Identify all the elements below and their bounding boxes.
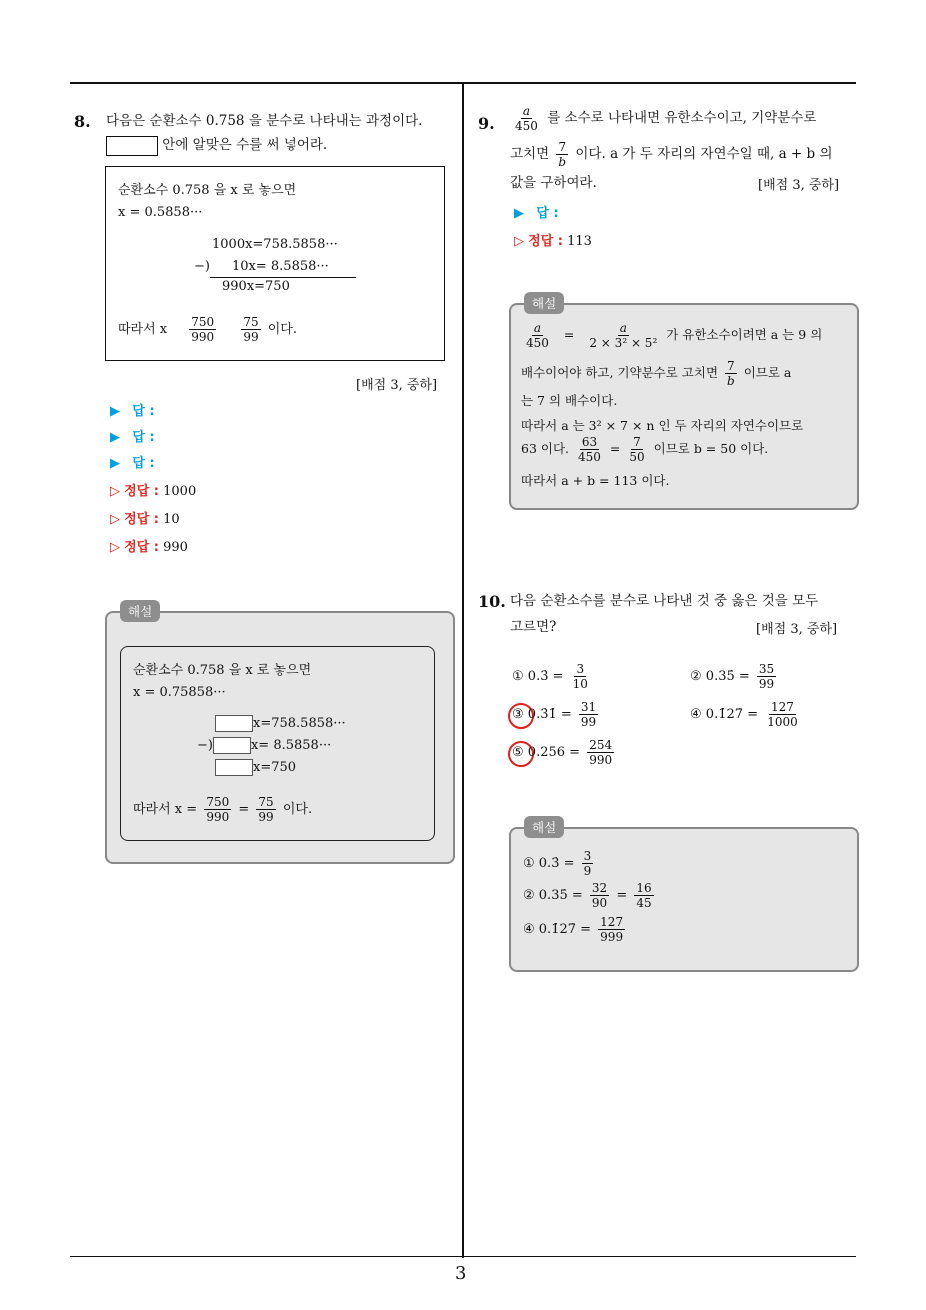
- q9-answer-row: [514, 202, 592, 230]
- q10-opt2-frac: $\frac{35}{99}$: [758, 662, 775, 691]
- answer-label: 답 :: [536, 206, 559, 221]
- q10-sol-frac4: $\frac{127}{999}$: [600, 915, 624, 944]
- q8-correct-row-3: [110, 536, 196, 564]
- q8-box-subtract-rule: [210, 277, 356, 278]
- outline-triangle-icon: ▷: [110, 540, 120, 555]
- q8-line2: [106, 132, 327, 158]
- q8-solution-tab: 해설: [120, 600, 160, 622]
- q9-meta: [배점 3, 중하]: [758, 178, 840, 193]
- q8-box-l4a: −): [194, 259, 210, 274]
- q9-line1: $\frac{a}{450}$ 를 소수로 나타내면 유한소수이고, 기약분수로: [515, 104, 817, 133]
- q8-sol-frac2: $\frac{75}{99}$: [258, 795, 274, 824]
- q10-line1: 다음 순환소수를 분수로 나타낸 것 중 옳은 것을 모두: [510, 593, 819, 609]
- q8-meta: [배점 3, 중하]: [356, 378, 438, 393]
- q10-line2: 고르면?: [510, 619, 557, 635]
- q8-number: 8.: [74, 112, 91, 131]
- correct-label: 정답 :: [124, 484, 159, 499]
- q9-correct-row: [514, 230, 592, 258]
- outline-triangle-icon: ▷: [514, 234, 524, 249]
- q9-correct: 113: [567, 234, 592, 249]
- q9-sol-l1: $\frac{a}{450}$ = $\frac{a}{\text{2 × 3² × 5²}}$ 가 유한소수이려면 a 는 9 의: [526, 321, 823, 350]
- q8-solution-panel: [105, 611, 455, 864]
- q8-sol-l1: 순환소수 0.758 을 x 로 놓으면: [133, 663, 312, 678]
- outline-triangle-icon: ▷: [110, 512, 120, 527]
- q8-sol-l2: x = 0.75858···: [133, 685, 226, 700]
- q8-box-frac1: $\frac{750}{990}$: [191, 315, 215, 344]
- q8-box-l6a: 따라서 x: [118, 322, 168, 337]
- q8-answer-row-1: [110, 400, 196, 426]
- q8-correct-3: 990: [163, 540, 188, 555]
- page-number: 3: [455, 1263, 467, 1284]
- q8-line1: 다음은 순환소수 0.758 을 분수로 나타내는 과정이다.: [106, 113, 423, 129]
- q10-option-1: ① 0.3̇ = $\frac{3}{10}$: [512, 662, 588, 691]
- q8-blank: [106, 136, 158, 156]
- q10-meta: [배점 3, 중하]: [756, 622, 838, 637]
- correct-label: 정답 :: [124, 540, 159, 555]
- q8-answer-row-2: [110, 426, 196, 452]
- outline-triangle-icon: ▷: [110, 484, 120, 499]
- q8-box-l2: x = 0.5858···: [118, 205, 203, 220]
- q10-sol-l2: ② 0.35̇ = $\frac{32}{90}$ = $\frac{16}{45}$: [523, 881, 652, 910]
- triangle-icon: ▶: [110, 404, 120, 419]
- q8-correct-row-2: [110, 508, 196, 536]
- q8-box-l5: 990x=750: [222, 279, 290, 294]
- q10-option-5: ⑤ 0.256 = $\frac{254}{990}$: [512, 738, 613, 767]
- q8-sol-blank-2: [213, 737, 251, 754]
- q9-line3: 값을 구하여라.: [510, 175, 597, 191]
- q10-sol-frac2: $\frac{32}{90}$: [591, 881, 608, 910]
- q10-opt4-frac: $\frac{127}{1000}$: [767, 700, 798, 729]
- q10-number: 10.: [478, 592, 506, 611]
- q9-sol-l3: 는 7 의 배수이다.: [521, 393, 618, 408]
- q8-sol-blank-3: [215, 759, 253, 776]
- q9-sol-frac3: $\frac{7}{b}$: [727, 359, 735, 388]
- q10-option-4: ④ 0.1̇27̇ = $\frac{127}{1000}$: [690, 700, 798, 729]
- triangle-icon: ▶: [514, 206, 524, 221]
- q8-sol-l6: 따라서 x = $\frac{750}{990}$ = $\frac{75}{99}$ 이다.: [133, 795, 313, 824]
- q8-sol-frac1: $\frac{750}{990}$: [206, 795, 230, 824]
- q9-sol-l5: 63 이다. $\frac{63}{450}$ = $\frac{7}{50}$ 이므로 b = 50 이다.: [521, 435, 769, 464]
- q10-solution-tab: 해설: [524, 816, 564, 838]
- q8-box-l6: [118, 315, 297, 344]
- q9-sol-frac2: $\frac{a}{\text{2 × 3² × 5²}}$: [589, 321, 658, 350]
- q9-sol-frac5: $\frac{7}{50}$: [629, 435, 645, 464]
- q10-opt1-frac: $\frac{3}{10}$: [572, 662, 588, 691]
- q10-opt3-frac: $\frac{31}{99}$: [580, 700, 597, 729]
- bottom-rule: [70, 1256, 856, 1257]
- correct-label: 정답 :: [124, 512, 159, 527]
- q8-box-l1: 순환소수 0.758 을 x 로 놓으면: [118, 183, 297, 198]
- correct-label: 정답 :: [528, 234, 563, 249]
- q9-line2: 고치면 $\frac{7}{b}$ 이다. a 가 두 자리의 자연수일 때, a + b 의: [510, 140, 833, 169]
- q10-sol-l3: ④ 0.1̇27̇ = $\frac{127}{999}$: [523, 915, 624, 944]
- q9-sol-l6: 따라서 a + b = 113 이다.: [521, 473, 670, 488]
- q8-answer-row-3: [110, 452, 196, 480]
- q9-frac-7b: $\frac{7}{b}$: [558, 140, 567, 169]
- triangle-icon: ▶: [110, 430, 120, 445]
- answer-label: 답 :: [132, 430, 155, 445]
- q9-frac-a450: $\frac{a}{450}$: [515, 104, 538, 133]
- q9-sol-frac4: $\frac{63}{450}$: [578, 435, 601, 464]
- q8-answers: [110, 400, 196, 564]
- q8-box-l3: 1000x=758.5858···: [212, 237, 338, 252]
- q8-box-frac2: $\frac{75}{99}$: [243, 315, 259, 344]
- q8-correct-1: 1000: [163, 484, 197, 499]
- q9-sol-l4: 따라서 a 는 3² × 7 × n 인 두 자리의 자연수이므로: [521, 418, 804, 433]
- q10-sol-frac1: $\frac{3}{9}$: [583, 849, 592, 878]
- q8-sol-l5: x=750: [215, 759, 296, 776]
- q8-correct-row-1: [110, 480, 196, 508]
- q10-solution-panel: [509, 827, 859, 972]
- q8-process-box: [105, 166, 445, 361]
- q10-option-3: ③ 0.3̇1̇ = $\frac{31}{99}$: [512, 700, 597, 729]
- column-divider: [462, 82, 464, 1258]
- q8-correct-2: 10: [163, 512, 180, 527]
- q8-solution-inner-box: [120, 646, 435, 841]
- q9-solution-panel: [509, 303, 859, 510]
- q8-box-l4b: 10x= 8.5858···: [232, 259, 329, 274]
- q8-sol-l4: −) x= 8.5858···: [197, 738, 332, 753]
- q9-answers: [514, 202, 592, 258]
- q9-sol-frac1: $\frac{a}{450}$: [526, 321, 549, 350]
- q8-sol-l3: x=758.5858···: [215, 715, 346, 732]
- q10-sol-l1: ① 0.3̇ = $\frac{3}{9}$: [523, 849, 592, 878]
- answer-label: 답 :: [132, 404, 155, 419]
- q10-sol-frac3: $\frac{16}{45}$: [636, 881, 652, 910]
- q9-sol-l2: 배수이어야 하고, 기약분수로 고치면 $\frac{7}{b}$ 이므로 a: [521, 359, 792, 388]
- q9-number: 9.: [478, 114, 495, 133]
- q8-box-l6b: 이다.: [267, 322, 297, 337]
- q8-line2-text: 안에 알맞은 수를 써 넣어라.: [162, 137, 328, 153]
- triangle-icon: ▶: [110, 456, 120, 471]
- q10-option-2: ② 0.35̇ = $\frac{35}{99}$: [690, 662, 775, 691]
- q10-opt5-frac: $\frac{254}{990}$: [589, 738, 613, 767]
- q9-solution-tab: 해설: [524, 292, 564, 314]
- q8-sol-blank-1: [215, 715, 253, 732]
- answer-label: 답 :: [132, 456, 155, 471]
